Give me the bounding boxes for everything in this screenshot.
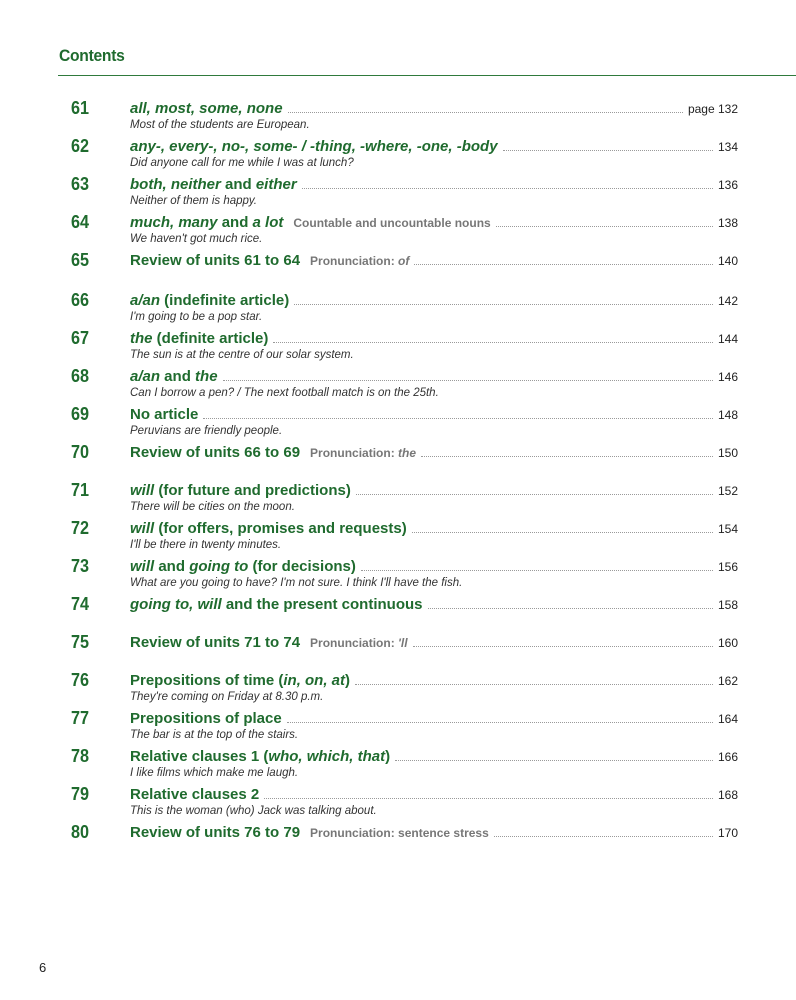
dot-leader <box>264 797 713 799</box>
page-ref: 164 <box>717 712 738 726</box>
unit-number: 79 <box>70 784 90 804</box>
page-ref: 158 <box>717 598 738 612</box>
unit-number: 65 <box>70 250 90 270</box>
page-title: Contents <box>59 46 125 65</box>
unit-title: a/an (indefinite article) <box>130 292 290 309</box>
example-sentence: Neither of them is happy. <box>130 195 257 207</box>
dot-leader <box>223 379 713 381</box>
unit-title: a/an and the <box>130 368 218 385</box>
example-sentence: We haven't got much rice. <box>130 233 263 245</box>
example-sentence: I like films which make me laugh. <box>130 767 299 779</box>
page-ref: 168 <box>717 788 738 802</box>
unit-number: 61 <box>70 98 90 118</box>
unit-number: 75 <box>70 632 90 652</box>
dot-leader <box>395 759 713 761</box>
unit-subtitle: Pronunciation: sentence stress <box>310 826 489 840</box>
contents-entry[interactable] <box>0 632 796 672</box>
contents-entry[interactable] <box>0 290 796 330</box>
unit-title: will and going to (for decisions) <box>130 558 356 575</box>
entry-line <box>130 176 738 194</box>
unit-subtitle: Countable and uncountable nouns <box>293 216 491 230</box>
example-sentence: The bar is at the top of the stairs. <box>130 729 299 741</box>
unit-title: Prepositions of place <box>130 710 282 727</box>
unit-number: 66 <box>70 290 90 310</box>
contents-entry[interactable] <box>0 594 796 634</box>
dot-leader <box>428 607 713 609</box>
unit-title: Review of units 71 to 74 <box>130 634 301 651</box>
page-ref: 136 <box>717 178 738 192</box>
example-sentence: There will be cities on the moon. <box>130 501 295 513</box>
dot-leader <box>355 683 713 685</box>
unit-title: will (for offers, promises and requests) <box>130 520 407 537</box>
example-sentence: I'll be there in twenty minutes. <box>130 539 282 551</box>
unit-title: No article <box>130 406 199 423</box>
unit-title: any-, every-, no-, some- / -thing, -where, -one, -body <box>130 138 498 155</box>
entry-line <box>130 634 738 652</box>
dot-leader <box>287 721 713 723</box>
unit-title: Relative clauses 1 (who, which, that) <box>130 748 391 765</box>
contents-entry[interactable] <box>0 784 796 824</box>
entry-line <box>130 292 738 310</box>
dot-leader <box>413 645 713 647</box>
unit-title: Relative clauses 2 <box>130 786 260 803</box>
unit-number: 71 <box>70 480 90 500</box>
page-ref: 138 <box>717 216 738 230</box>
entry-line <box>130 596 738 614</box>
entry-line <box>130 824 738 842</box>
entry-line <box>130 520 738 538</box>
dot-leader <box>421 455 713 457</box>
entry-line <box>130 330 738 348</box>
entry-line <box>130 444 738 462</box>
unit-number: 78 <box>70 746 90 766</box>
entry-line <box>130 558 738 576</box>
entry-line <box>130 368 738 386</box>
unit-title: Review of units 61 to 64 <box>130 252 301 269</box>
contents-entry[interactable] <box>0 556 796 596</box>
example-sentence: What are you going to have? I'm not sure. I think I'll have the fish. <box>130 577 463 589</box>
page-ref: 162 <box>717 674 738 688</box>
contents-entry[interactable] <box>0 822 796 862</box>
unit-title: Review of units 66 to 69 <box>130 444 301 461</box>
dot-leader <box>503 149 713 151</box>
contents-entry[interactable] <box>0 212 796 252</box>
unit-number: 77 <box>70 708 90 728</box>
unit-number: 68 <box>70 366 90 386</box>
page-number: 6 <box>39 960 47 975</box>
contents-entry[interactable] <box>0 328 796 368</box>
entry-line <box>130 406 738 424</box>
page-ref: 140 <box>717 254 738 268</box>
entry-line <box>130 214 738 232</box>
unit-title: Review of units 76 to 79 <box>130 824 301 841</box>
dot-leader <box>494 835 713 837</box>
entry-line <box>130 786 738 804</box>
example-sentence: Peruvians are friendly people. <box>130 425 283 437</box>
unit-number: 76 <box>70 670 90 690</box>
unit-subtitle: Pronunciation: of <box>310 254 410 268</box>
page-ref: 150 <box>717 446 738 460</box>
page-ref: 154 <box>717 522 738 536</box>
dot-leader <box>361 569 713 571</box>
contents-entry[interactable] <box>0 136 796 176</box>
example-sentence: The sun is at the centre of our solar system. <box>130 349 354 361</box>
page-ref: 170 <box>717 826 738 840</box>
contents-entry[interactable] <box>0 708 796 748</box>
unit-number: 64 <box>70 212 90 232</box>
contents-entry[interactable] <box>0 366 796 406</box>
unit-number: 62 <box>70 136 90 156</box>
unit-title: all, most, some, none <box>130 100 283 117</box>
heading-rule <box>58 75 796 76</box>
contents-entry[interactable] <box>0 670 796 710</box>
unit-subtitle: Pronunciation: 'll <box>310 636 408 650</box>
unit-title: the (definite article) <box>130 330 269 347</box>
page-ref: 166 <box>717 750 738 764</box>
dot-leader <box>273 341 713 343</box>
entry-line <box>130 252 738 270</box>
example-sentence: I'm going to be a pop star. <box>130 311 263 323</box>
dot-leader <box>203 417 713 419</box>
unit-number: 67 <box>70 328 90 348</box>
page-ref: 142 <box>717 294 738 308</box>
example-sentence: Did anyone call for me while I was at lunch? <box>130 157 354 169</box>
example-sentence: Can I borrow a pen? / The next football match is on the 25th. <box>130 387 439 399</box>
unit-number: 72 <box>70 518 90 538</box>
contents-entry[interactable] <box>0 442 796 482</box>
entry-line <box>130 482 738 500</box>
contents-entry[interactable] <box>0 404 796 444</box>
unit-subtitle: Pronunciation: the <box>310 446 417 460</box>
page-ref: 134 <box>717 140 738 154</box>
page-ref: 156 <box>717 560 738 574</box>
dot-leader <box>356 493 713 495</box>
example-sentence: This is the woman (who) Jack was talking about. <box>130 805 377 817</box>
example-sentence: They're coming on Friday at 8.30 p.m. <box>130 691 324 703</box>
page-ref: page 132 <box>687 102 738 116</box>
unit-title: Prepositions of time (in, on, at) <box>130 672 351 689</box>
page-ref: 160 <box>717 636 738 650</box>
unit-title: much, many and a lot <box>130 214 284 231</box>
dot-leader <box>302 187 713 189</box>
dot-leader <box>288 111 683 113</box>
dot-leader <box>294 303 713 305</box>
contents-entry[interactable] <box>0 174 796 214</box>
entry-line <box>130 672 738 690</box>
contents-entry[interactable] <box>0 480 796 520</box>
page-ref: 144 <box>717 332 738 346</box>
dot-leader <box>412 531 713 533</box>
example-sentence: Most of the students are European. <box>130 119 310 131</box>
page-ref: 146 <box>717 370 738 384</box>
dot-leader <box>414 263 713 265</box>
unit-number: 80 <box>70 822 90 842</box>
contents-entry[interactable] <box>0 250 796 290</box>
unit-title: will (for future and predictions) <box>130 482 351 499</box>
unit-title: going to, will and the present continuous <box>130 596 423 613</box>
contents-entry[interactable] <box>0 746 796 786</box>
unit-number: 63 <box>70 174 90 194</box>
entry-line <box>130 710 738 728</box>
unit-title: both, neither and either <box>130 176 297 193</box>
entry-line <box>130 748 738 766</box>
contents-entry[interactable] <box>0 518 796 558</box>
dot-leader <box>496 225 713 227</box>
page-ref: 152 <box>717 484 738 498</box>
contents-entry[interactable] <box>0 98 796 138</box>
unit-number: 70 <box>70 442 90 462</box>
unit-number: 74 <box>70 594 90 614</box>
unit-number: 69 <box>70 404 90 424</box>
unit-number: 73 <box>70 556 90 576</box>
entry-line <box>130 138 738 156</box>
page-ref: 148 <box>717 408 738 422</box>
entry-line <box>130 100 738 118</box>
